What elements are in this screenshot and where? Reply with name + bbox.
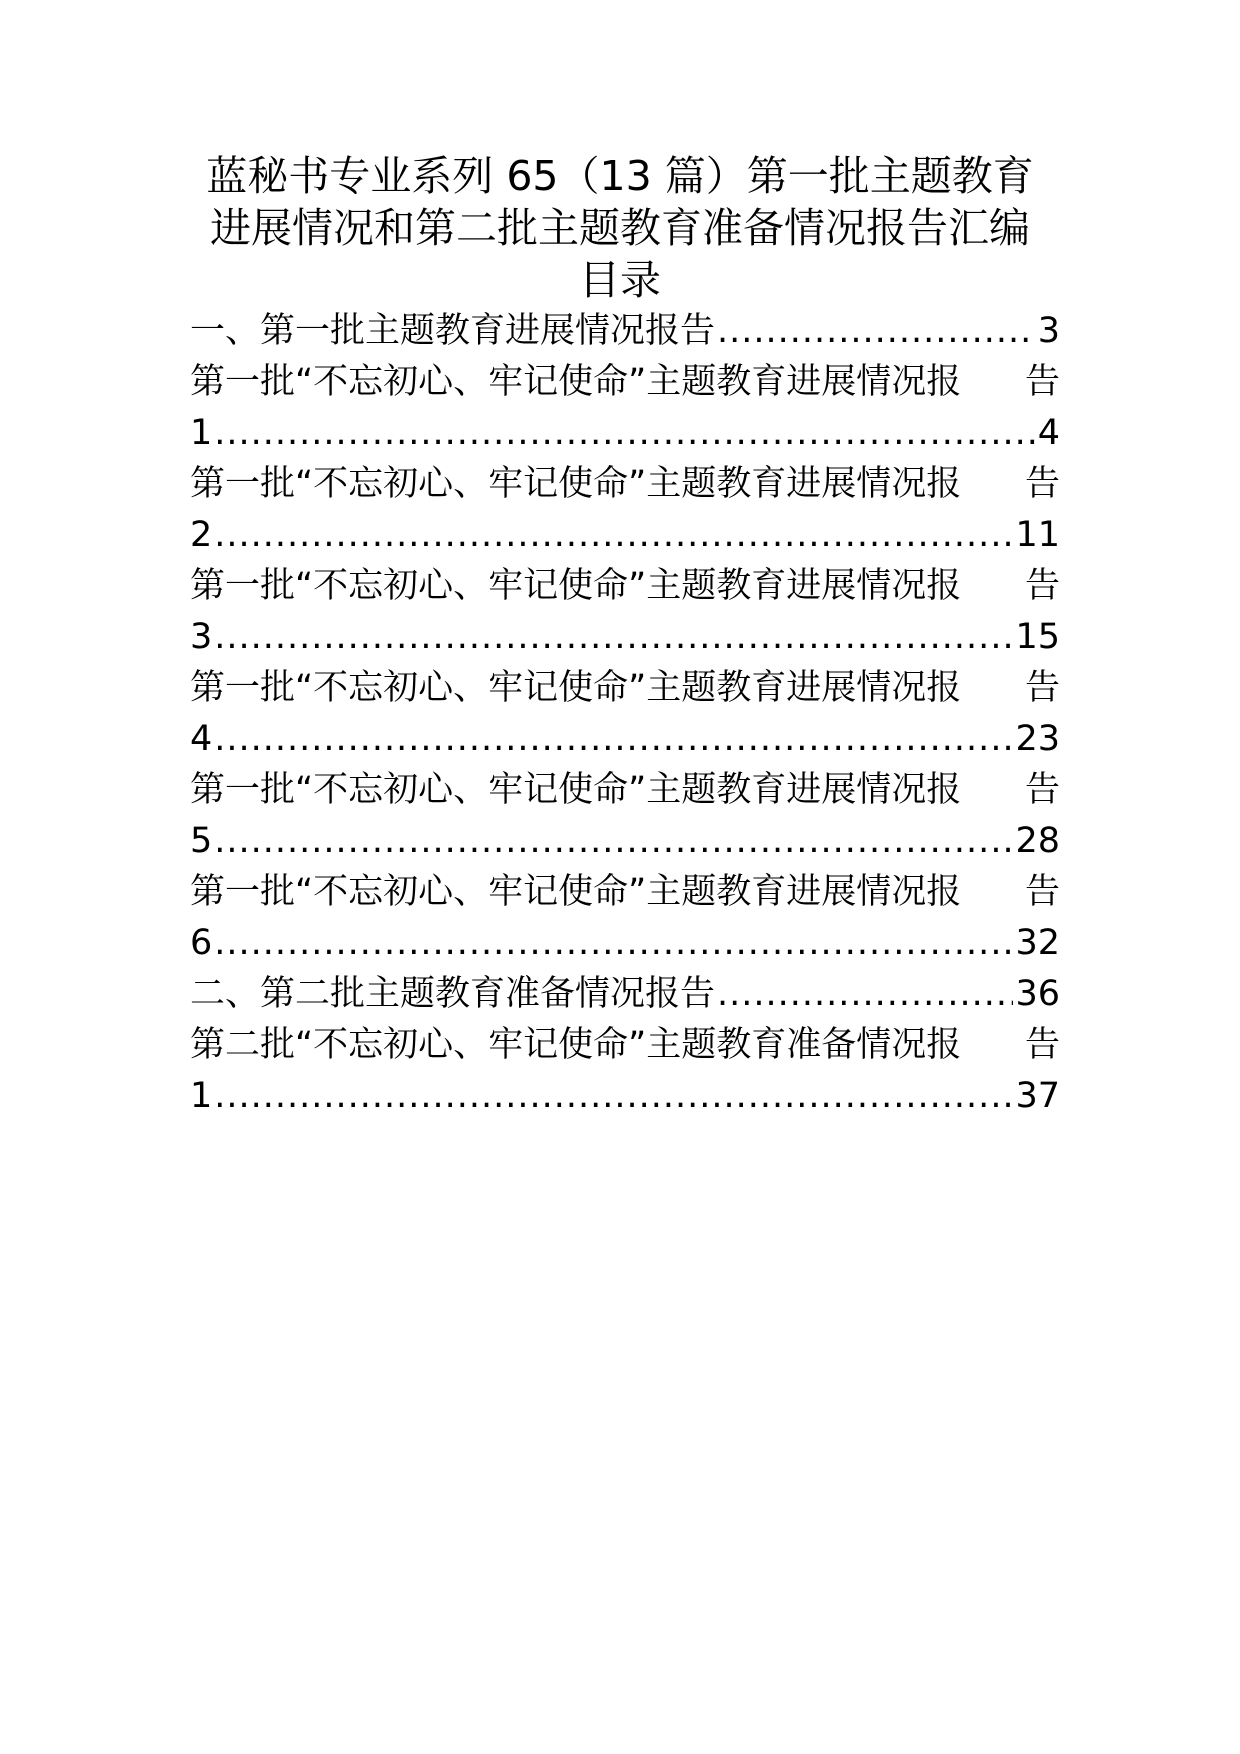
- toc-entry[interactable]: [190, 765, 1060, 816]
- toc-page-number: 36: [1015, 974, 1060, 1014]
- table-of-contents: [190, 306, 1060, 1122]
- toc-leader-dots: [214, 816, 1013, 867]
- toc-entry-text: 一、第一批主题教育进展情况报告: [190, 311, 716, 351]
- toc-leader-dots: [214, 408, 1035, 459]
- toc-entry-continuation[interactable]: [190, 510, 1060, 561]
- toc-page-number: 15: [1015, 617, 1060, 657]
- toc-entry-text: 第一批“不忘初心、牢记使命”主题教育进展情况报: [190, 668, 962, 708]
- toc-entry-text: 第一批“不忘初心、牢记使命”主题教育进展情况报: [190, 464, 962, 504]
- toc-page-number: 32: [1015, 923, 1060, 963]
- toc-leader-dots: [214, 510, 1013, 561]
- toc-entry-text: 第一批“不忘初心、牢记使命”主题教育进展情况报: [190, 872, 962, 912]
- toc-entry-continuation[interactable]: [190, 714, 1060, 765]
- toc-page-number: 23: [1015, 719, 1060, 759]
- toc-entry-text-tail: 告: [1024, 1025, 1060, 1065]
- toc-entry-text-tail: 告: [1024, 770, 1060, 810]
- toc-leader-dots: [214, 612, 1013, 663]
- toc-entry-continuation[interactable]: [190, 918, 1060, 969]
- toc-entry-text: 第一批“不忘初心、牢记使命”主题教育进展情况报: [190, 362, 962, 402]
- toc-page-number: 28: [1015, 821, 1060, 861]
- toc-entry-number: 3: [190, 617, 213, 657]
- toc-leader-dots: [214, 714, 1013, 765]
- toc-entry-text: 第一批“不忘初心、牢记使命”主题教育进展情况报: [190, 566, 962, 606]
- toc-entry-number: 1: [190, 413, 213, 453]
- toc-entry-text: 二、第二批主题教育准备情况报告: [190, 974, 716, 1014]
- toc-entry-number: 4: [190, 719, 213, 759]
- toc-entry-continuation[interactable]: [190, 612, 1060, 663]
- toc-page-number: 3: [1037, 311, 1060, 351]
- toc-entry-number: 6: [190, 923, 213, 963]
- toc-entry-text-tail: 告: [1024, 872, 1060, 912]
- toc-entry[interactable]: [190, 867, 1060, 918]
- toc-page-number: 4: [1037, 413, 1060, 453]
- document-title: [150, 150, 1090, 306]
- toc-entry[interactable]: [190, 561, 1060, 612]
- toc-leader-dots: [214, 918, 1013, 969]
- toc-entry-continuation[interactable]: [190, 1071, 1060, 1122]
- toc-entry-number: 5: [190, 821, 213, 861]
- toc-entry-number: 2: [190, 515, 213, 555]
- toc-leader-dots: [717, 306, 1036, 357]
- toc-entry[interactable]: [190, 663, 1060, 714]
- title-line: 进展情况和第二批主题教育准备情况报告汇编: [210, 204, 1030, 252]
- toc-leader-dots: [717, 969, 1013, 1020]
- toc-page-number: 37: [1015, 1076, 1060, 1116]
- toc-entry-text: 第二批“不忘初心、牢记使命”主题教育准备情况报: [190, 1025, 962, 1065]
- toc-page-number: 11: [1015, 515, 1060, 555]
- toc-entry[interactable]: [190, 357, 1060, 408]
- toc-heading: 目录: [579, 256, 661, 304]
- toc-entry[interactable]: [190, 459, 1060, 510]
- title-line: 蓝秘书专业系列 65（13 篇）第一批主题教育: [206, 152, 1034, 200]
- toc-entry-text-tail: 告: [1024, 566, 1060, 606]
- toc-entry[interactable]: [190, 1020, 1060, 1071]
- toc-entry[interactable]: [190, 306, 1060, 357]
- toc-entry-continuation[interactable]: [190, 816, 1060, 867]
- toc-entry[interactable]: [190, 969, 1060, 1020]
- toc-entry-text-tail: 告: [1024, 464, 1060, 504]
- toc-entry-text-tail: 告: [1024, 668, 1060, 708]
- toc-entry-number: 1: [190, 1076, 213, 1116]
- toc-entry-text-tail: 告: [1024, 362, 1060, 402]
- toc-leader-dots: [214, 1071, 1013, 1122]
- toc-entry-continuation[interactable]: [190, 408, 1060, 459]
- toc-entry-text: 第一批“不忘初心、牢记使命”主题教育进展情况报: [190, 770, 962, 810]
